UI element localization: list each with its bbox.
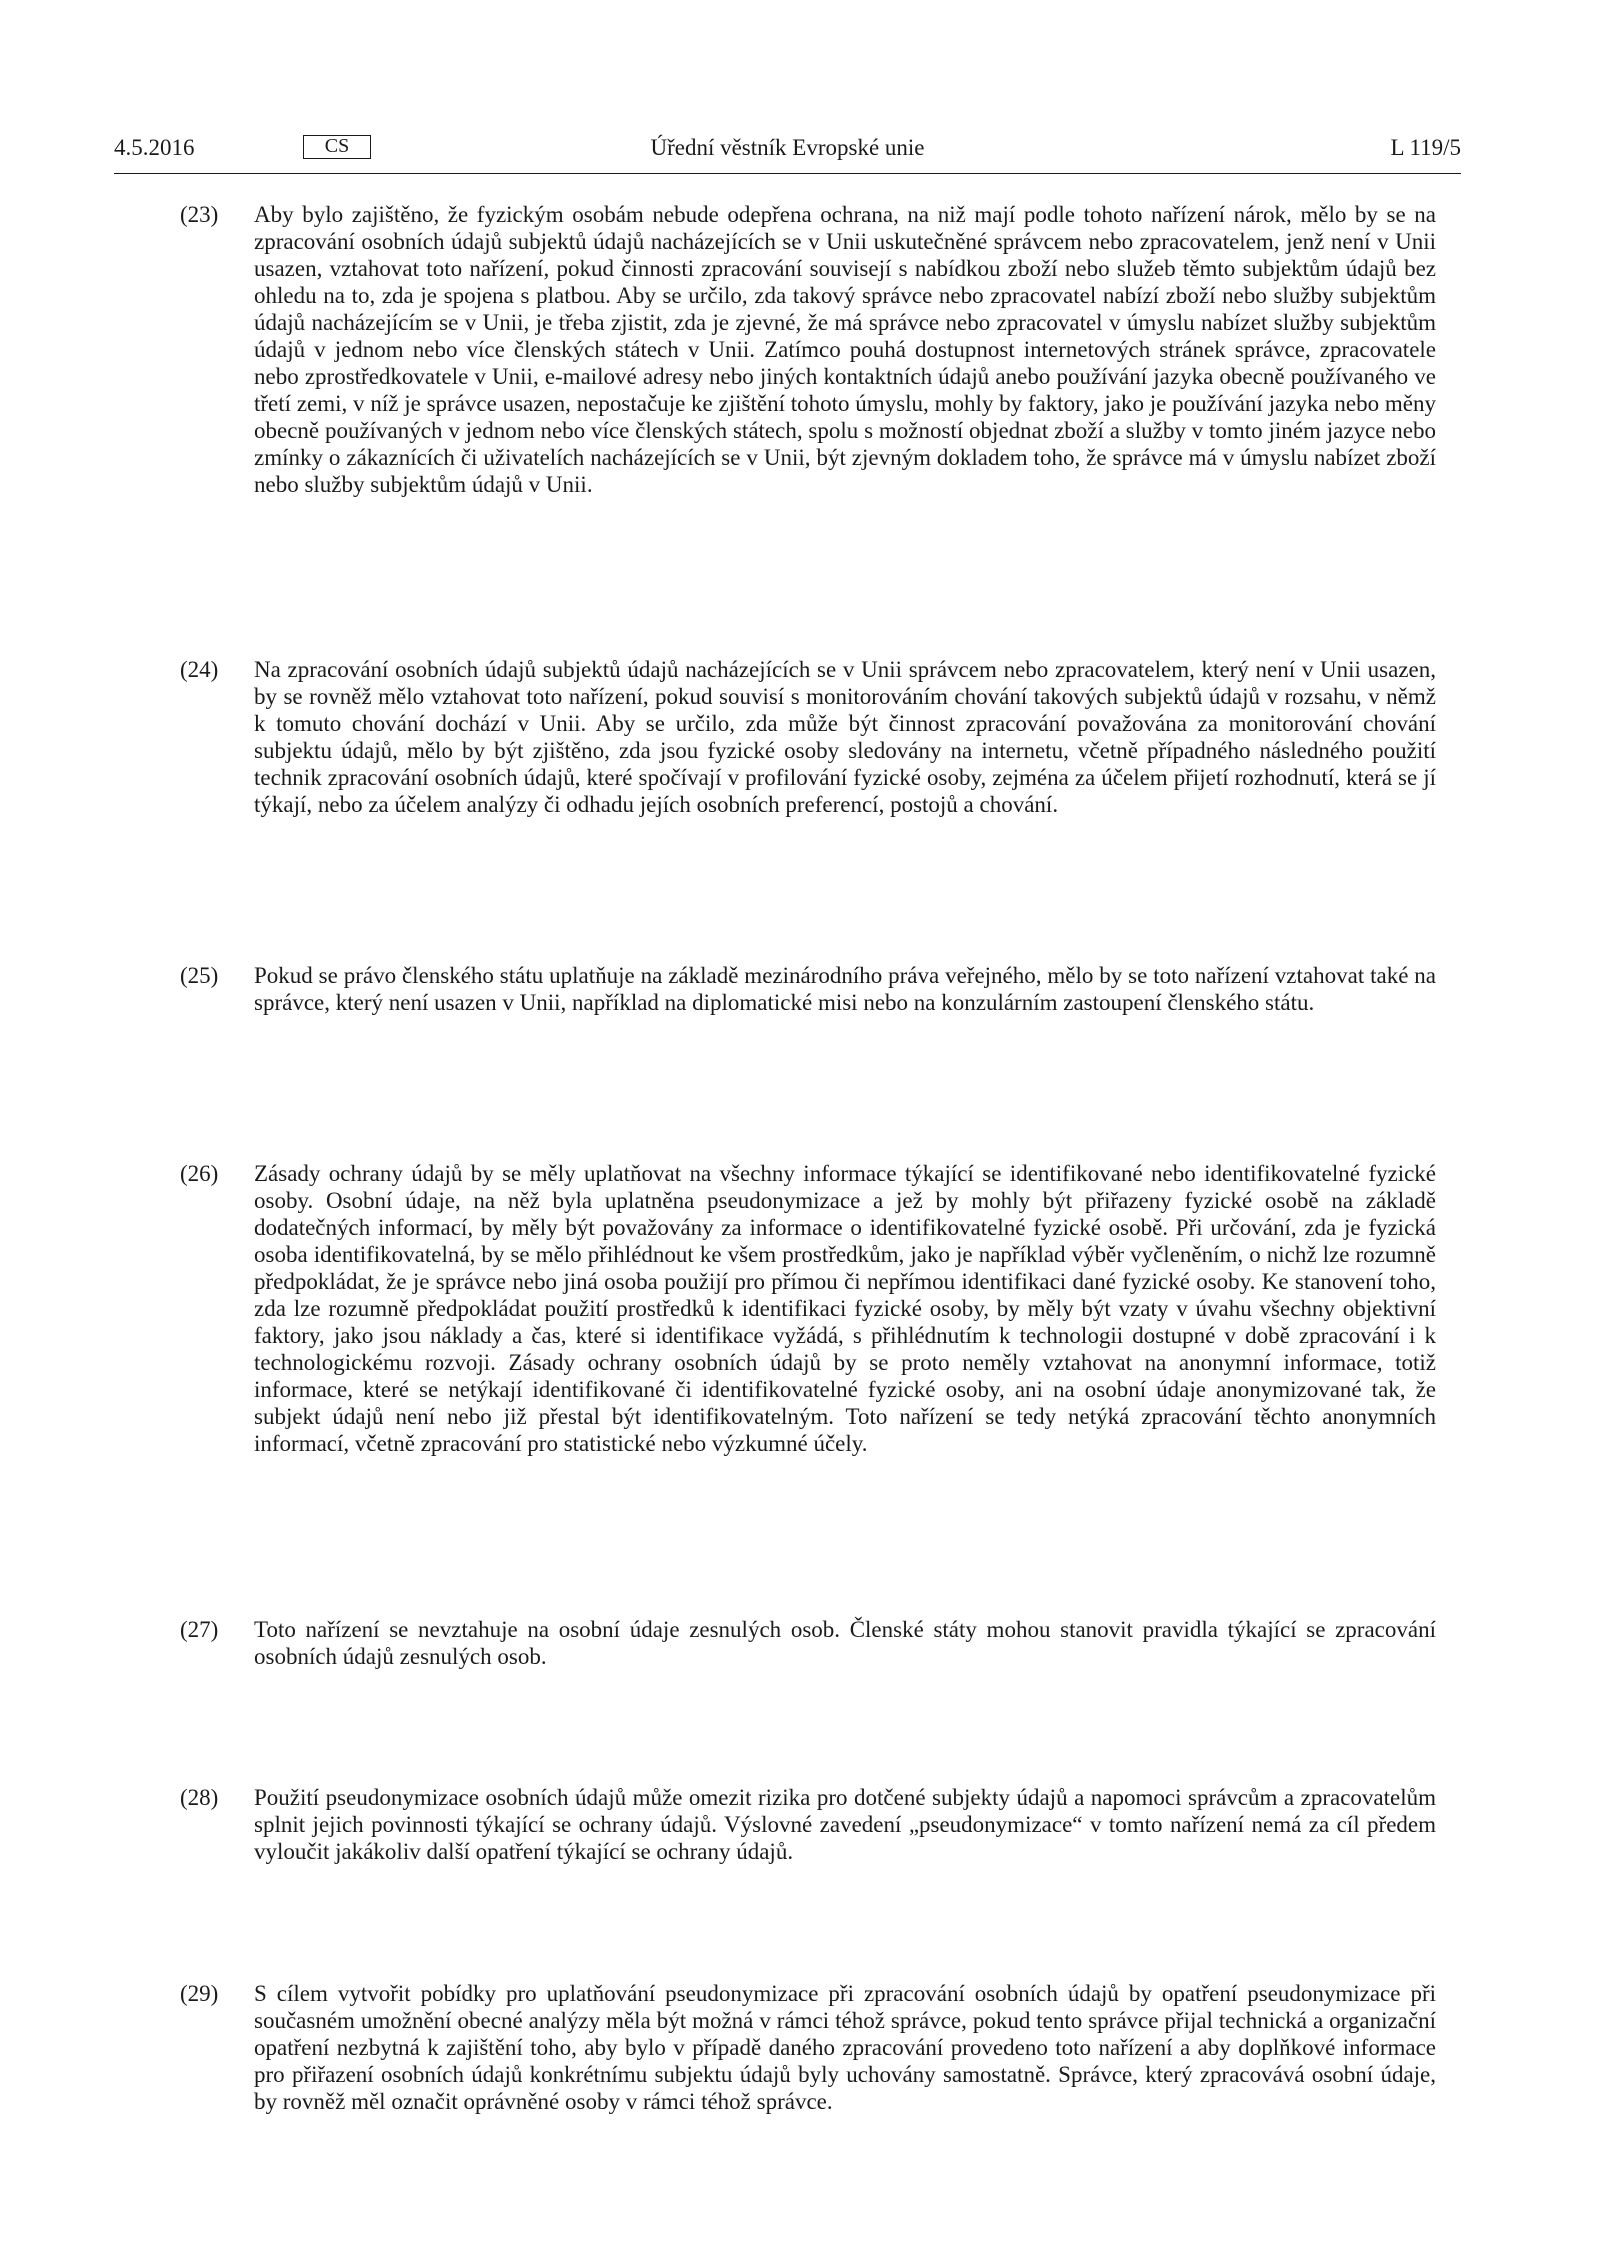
header-rule <box>114 173 1461 174</box>
recital-number: (24) <box>180 657 219 682</box>
recital-text: Pokud se právo členského státu uplatňuje na základě mezinárodního práva veřejného, mělo by se toto nařízení vztahovat také na správce, který není usazen v Unii, například na diplomatické misi nebo na konzulárním zastoupení členského státu. <box>254 963 1436 1015</box>
journal-title: Úřední věstník Evropské unie <box>650 135 925 160</box>
recital-number: (28) <box>180 1785 219 1810</box>
recital-text: Použití pseudonymizace osobních údajů může omezit rizika pro dotčené subjekty údajů a napomoci správcům a zpracovatelům splnit jejich povinnosti týkající se ochrany údajů. Výslovné zavedení „pseudonymizace“ v tomto nařízení nemá za cíl předem vyloučit jakákoliv další opatření týkající se ochrany údajů. <box>254 1785 1436 1864</box>
recital-number: (29) <box>180 1981 219 2006</box>
recital-text: Na zpracování osobních údajů subjektů údajů nacházejících se v Unii správcem nebo zpracovatelem, který není v Unii usazen, by se rovněž mělo vztahovat toto nařízení, pokud souvisí s monitorováním chování takových subjektů údajů v rozsahu, v němž k tomuto chování dochází v Unii. Aby se určilo, zda může být činnost zpracování považována za monitorování chování subjektu údajů, mělo by být zjištěno, zda jsou fyzické osoby sledovány na internetu, včetně případného následného použití technik zpracování osobních údajů, které spočívají v profilování fyzické osoby, zejména za účelem přijetí rozhodnutí, která se jí týkají, nebo za účelem analýzy či odhadu jejích osobních preferencí, postojů a chování. <box>254 657 1436 817</box>
recital-number: (27) <box>180 1617 219 1642</box>
recital-text: Aby bylo zajištěno, že fyzickým osobám nebude odepřena ochrana, na niž mají podle tohoto nařízení nárok, mělo by se na zpracování osobních údajů subjektů údajů nacházejících se v Unii uskutečněné správcem nebo zpracovatelem, jenž není v Unii usazen, vztahovat toto nařízení, pokud činnosti zpracování souvisejí s nabídkou zboží nebo služeb těmto subjektům údajů bez ohledu na to, zda je spojena s platbou. Aby se určilo, zda takový správce nebo zpracovatel nabízí zboží nebo služby subjektům údajů nacházejícím se v Unii, je třeba zjistit, zda je zjevné, že má správce nebo zpracovatel v úmyslu nabízet služby subjektům údajů v jednom nebo více členských státech v Unii. Zatímco pouhá dostupnost internetových stránek správce, zpracovatele nebo zprostředkovatele v Unii, e-mailové adresy nebo jiných kontaktních údajů anebo používání jazyka obecně používaného ve třetí zemi, v níž je správce usazen, nepostačuje ke zjištění tohoto úmyslu, mohly by faktory, jako je používání jazyka nebo měny obecně používaných v jednom nebo více členských státech, spolu s možností objednat zboží a služby v tomto jiném jazyce nebo zmínky o zákaznících či uživatelích nacházejících se v Unii, být zjevným dokladem toho, že správce má v úmyslu nabízet zboží nebo služby subjektům údajů v Unii. <box>254 202 1436 497</box>
recital-text: Zásady ochrany údajů by se měly uplatňovat na všechny informace týkající se identifikované nebo identifikovatelné fyzické osoby. Osobní údaje, na něž byla uplatněna pseudonymizace a jež by mohly být přiřazeny fyzické osobě na základě dodatečných informací, by měly být považovány za informace o identifikovatelné fyzické osobě. Při určování, zda je fyzická osoba identifikovatelná, by se mělo přihlédnout ke všem prostředkům, jako je například výběr vyčleněním, o nichž lze rozumně předpokládat, že je správce nebo jiná osoba použijí pro přímou či nepřímou identifikaci dané fyzické osoby. Ke stanovení toho, zda lze rozumně předpokládat použití prostředků k identifikaci fyzické osoby, by měly být vzaty v úvahu všechny objektivní faktory, jako jsou náklady a čas, které si identifikace vyžádá, s přihlédnutím k technologii dostupné v době zpracování i k technologickému rozvoji. Zásady ochrany osobních údajů by se proto neměly vztahovat na anonymní informace, totiž informace, které se netýkají identifikované či identifikovatelné fyzické osoby, ani na osobní údaje anonymizované tak, že subjekt údajů není nebo již přestal být identifikovatelným. Toto nařízení se tedy netýká zpracování těchto anonymních informací, včetně zpracování pro statistické nebo výzkumné účely. <box>254 1161 1436 1456</box>
recital-number: (26) <box>180 1161 219 1186</box>
publication-date: 4.5.2016 <box>114 135 195 160</box>
recital-text: S cílem vytvořit pobídky pro uplatňování pseudonymizace při zpracování osobních údajů by opatření pseudonymizace při současném umožnění obecné analýzy měla být možná v rámci téhož správce, pokud tento správce přijal technická a organizační opatření nezbytná k zajištění toho, aby bylo v případě daného zpracování provedeno toto nařízení a aby doplňkové informace pro přiřazení osobních údajů konkrétnímu subjektu údajů byly uchovány samostatně. Správce, který zpracovává osobní údaje, by rovněž měl označit oprávněné osoby v rámci téhož správce. <box>254 1981 1436 2114</box>
recital-number: (23) <box>180 202 219 227</box>
page-reference: L 119/5 <box>1390 135 1461 160</box>
recital-number: (25) <box>180 963 219 988</box>
language-badge: CS <box>303 135 371 159</box>
page-header <box>114 131 1461 165</box>
recital-text: Toto nařízení se nevztahuje na osobní údaje zesnulých osob. Členské státy mohou stanovit pravidla týkající se zpracování osobních údajů zesnulých osob. <box>254 1617 1436 1669</box>
